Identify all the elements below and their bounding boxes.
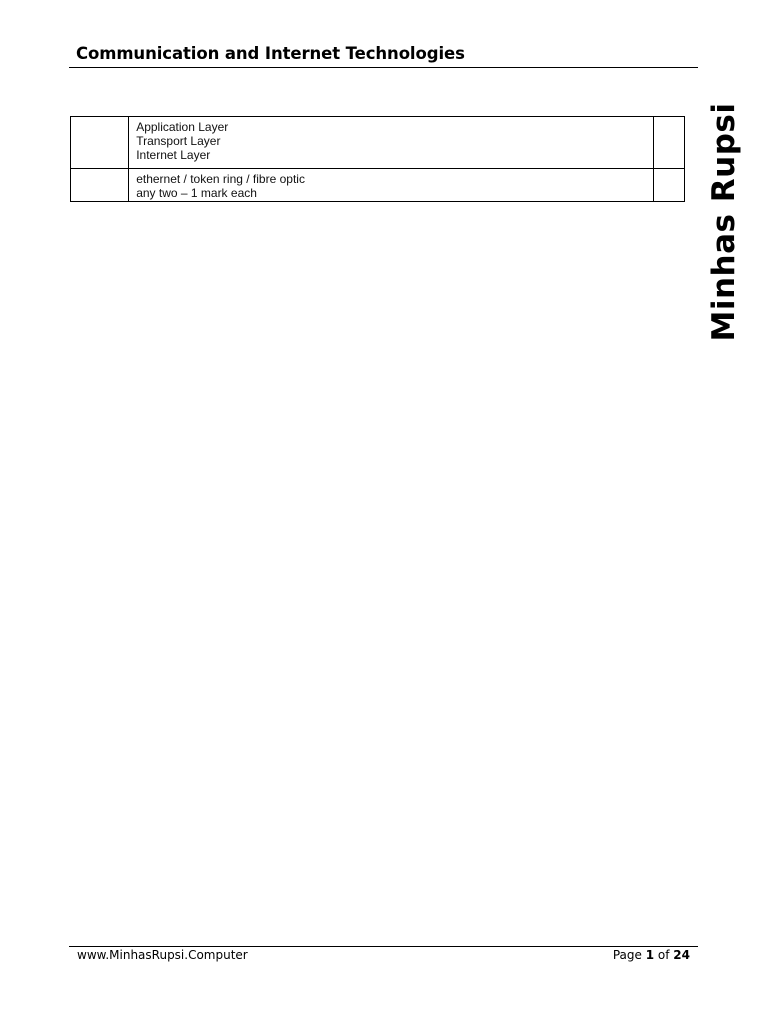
marks-cell [653,169,684,202]
footer-divider [69,946,698,947]
answer-line: Application Layer [136,120,229,134]
page-of: of [657,948,670,962]
table-row [71,169,685,202]
question-cell [71,169,129,202]
watermark-text: Minhas Rupsi [706,102,742,342]
answer-line: Transport Layer [136,134,221,148]
page-number [613,948,690,962]
header-divider [69,67,698,68]
marks-cell [653,117,684,169]
footer-website: www.MinhasRupsi.Computer [77,948,248,962]
page-current: 1 [645,948,655,962]
answer-line: Internet Layer [136,148,211,162]
answer-cell [129,169,654,202]
question-cell [71,117,129,169]
answer-line: any two – 1 mark each [136,186,257,200]
page-prefix: Page [612,948,642,962]
answer-line: ethernet / token ring / fibre optic [136,172,305,186]
answer-table [70,116,685,202]
answer-cell [129,117,654,169]
table-row [71,117,685,169]
page-total: 24 [673,948,690,962]
page-title: Communication and Internet Technologies [76,44,465,63]
